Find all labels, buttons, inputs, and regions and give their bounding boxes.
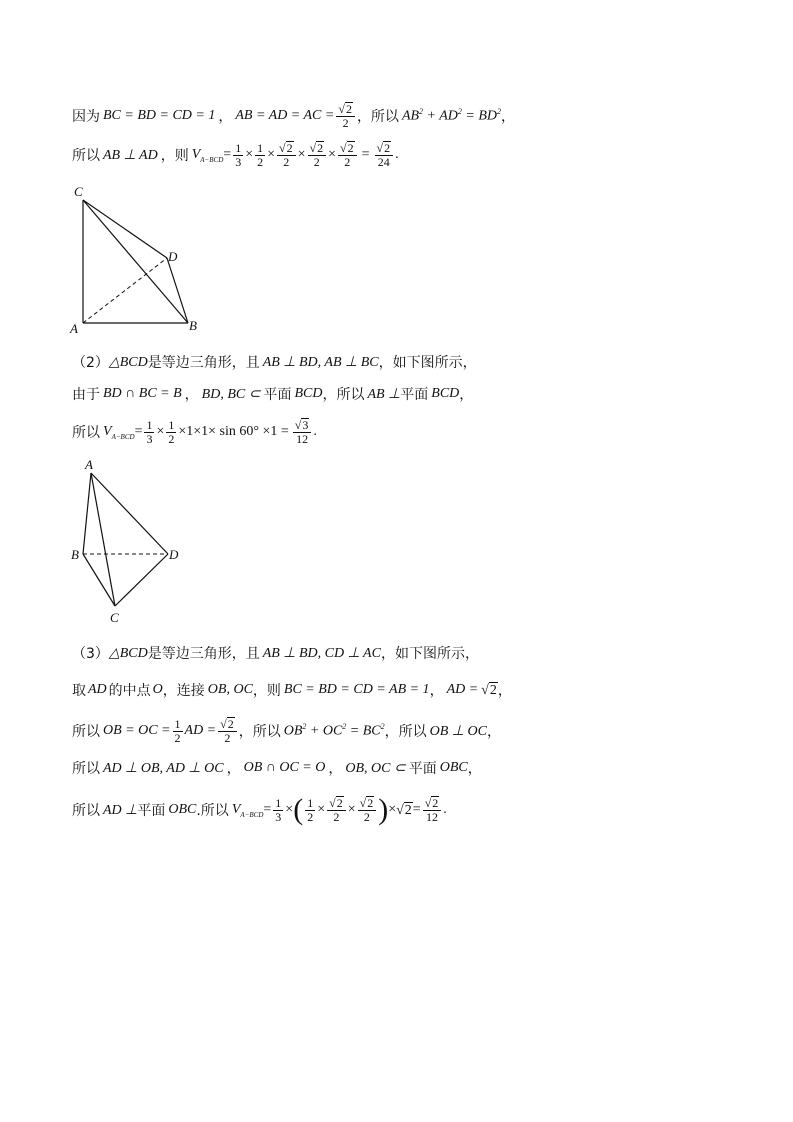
math-triangle-bcd: △BCD: [108, 354, 148, 370]
label-c: C: [110, 610, 119, 625]
math-plane-obc: OBC: [439, 760, 468, 775]
edge-cd: [115, 554, 168, 606]
times: ×: [347, 802, 356, 817]
times: ×: [245, 147, 254, 162]
label-a: A: [85, 457, 93, 472]
fraction-1-2: $\frac{1}{2}$: [257, 140, 264, 169]
text-equilateral: 是等边三角形，且: [147, 355, 260, 371]
math-plane-obc: OBC: [168, 802, 197, 817]
math-pythagoras: $OB^2 + OC^2 = BC^2$: [283, 722, 385, 739]
times: ×: [328, 147, 336, 162]
comma: ，: [218, 109, 233, 125]
times: ×: [317, 802, 326, 817]
text-so: ，所以: [356, 109, 399, 125]
fraction-sqrt2-over-2: √ 2 2: [308, 141, 327, 169]
math-equal-lengths: BC = BD = CD = AB = 1: [283, 682, 430, 697]
math-volume-symbol: $V_{A-BCD}$: [231, 801, 264, 819]
solution-line-3: [72, 352, 477, 372]
fraction-1-3: $\frac{1}{3}$: [275, 795, 282, 824]
fraction-sqrt2-over-2: √ 2 2: [277, 141, 296, 169]
comma: ，: [429, 683, 444, 699]
text-so: 所以: [72, 425, 100, 441]
comma: ，: [328, 761, 343, 777]
text-plane: 平面: [408, 761, 437, 777]
label-d: D: [169, 547, 179, 562]
text-so: 所以: [72, 724, 100, 740]
solution-line-7: [72, 680, 512, 700]
label-b: B: [189, 318, 197, 333]
solution-line-4: [72, 384, 473, 404]
equals: =: [263, 802, 272, 817]
equals: =: [134, 424, 143, 439]
edge-db: [167, 258, 188, 323]
text-since: 由于: [72, 387, 100, 403]
math-plane-bcd: BCD: [294, 386, 323, 401]
part-number: （3）: [72, 646, 109, 662]
period: .: [443, 802, 447, 817]
solution-line-1: [72, 102, 515, 130]
fraction-sqrt2-over-24: √ 2 24: [375, 141, 394, 169]
math-ad-perps: AD ⊥ OB, AD ⊥ OC: [103, 760, 224, 776]
math-volume-symbol: $V_{A-BCD}$: [191, 146, 224, 164]
comma: ，: [184, 387, 199, 403]
math-ab-perp-ad: AB ⊥ AD: [103, 147, 158, 163]
comma: ，: [486, 724, 501, 740]
math-triangle-bcd: △BCD: [108, 645, 148, 661]
fraction-sqrt2-over-2: √ 2 2: [218, 717, 237, 745]
math-equal-edges: AB = AD = AC =: [235, 108, 335, 123]
text-as-shown: ，如下图所示，: [378, 355, 477, 371]
text-plane: 平面: [400, 387, 429, 403]
math-perpendiculars: AB ⊥ BD, CD ⊥ AC: [262, 645, 381, 661]
solution-line-5: [72, 418, 317, 446]
fraction-sqrt2-over-2: √ 2 2: [327, 796, 346, 824]
math-ob-oc-equals: OB = OC =: [103, 723, 171, 738]
math-subset: BD, BC ⊂: [201, 386, 261, 402]
fraction-sqrt2-over-2: √ 2 2: [338, 141, 357, 169]
math-pythagoras: $AB^2 + AD^2 = BD^2$: [401, 107, 502, 124]
comma: ，: [467, 761, 482, 777]
equals: =: [412, 802, 421, 817]
sqrt-2: √ 2: [481, 682, 497, 698]
tetrahedron-figure-1: [68, 183, 208, 333]
math-product: ×1×1× sin 60° ×1 =: [178, 424, 289, 439]
math-ad-equals: AD =: [446, 682, 479, 697]
math-intersection: OB ∩ OC = O: [243, 760, 326, 775]
math-plane-bcd: BCD: [431, 386, 460, 401]
text-as-shown: ，如下图所示，: [380, 646, 479, 662]
math-intersection: BD ∩ BC = B: [103, 386, 182, 401]
right-paren: ): [378, 793, 389, 826]
times: ×: [297, 147, 306, 162]
equals: =: [361, 147, 370, 162]
math-equal-sides: BC = BD = CD = 1: [103, 108, 216, 123]
math-o: O: [152, 682, 163, 697]
text-connect: ，连接: [162, 683, 205, 699]
math-ob-perp-oc: OB ⊥ OC: [429, 723, 487, 739]
text-then: ，则: [160, 148, 189, 164]
text-because: 因为: [72, 109, 100, 125]
label-d: D: [168, 249, 178, 264]
equals: =: [223, 147, 232, 162]
edge-ad-hidden: [83, 258, 167, 323]
text-so: ，所以: [322, 387, 365, 403]
text-take: 取: [72, 683, 86, 699]
fraction-1-2: $\frac{1}{2}$: [174, 716, 181, 745]
fraction-sqrt2-over-2: √ 2 2: [336, 102, 355, 130]
fraction-1-2: $\frac{1}{2}$: [307, 795, 314, 824]
times: ×: [156, 424, 165, 439]
fraction-sqrt2-over-12: √ 2 12: [423, 796, 442, 824]
math-subset: OB, OC ⊂: [345, 760, 406, 776]
fraction-1-3: $\frac{1}{3}$: [146, 417, 153, 446]
solution-line-2: [72, 141, 399, 169]
text-so: 所以: [72, 803, 100, 819]
comma: ，: [501, 109, 516, 125]
text-so: ，所以: [238, 724, 281, 740]
left-paren: (: [293, 793, 304, 826]
period: .: [395, 147, 399, 162]
comma: ，: [497, 683, 512, 699]
times: ×: [285, 802, 294, 817]
math-perpendiculars: AB ⊥ BD, AB ⊥ BC: [262, 354, 379, 370]
edge-ad: [91, 473, 168, 554]
fraction-sqrt3-over-12: √ 3 12: [293, 418, 312, 446]
text-then: ，则: [252, 683, 281, 699]
math-ad-equals: AD =: [184, 723, 217, 738]
fraction-sqrt2-over-2: √ 2 2: [358, 796, 377, 824]
edge-ab: [83, 473, 91, 554]
solution-line-10: [72, 793, 447, 826]
text-so: ，所以: [384, 724, 427, 740]
solution-line-8: [72, 717, 501, 745]
tetrahedron-figure-2: [68, 456, 198, 626]
solution-line-6: [72, 643, 479, 663]
text-plane: 平面: [137, 803, 166, 819]
text-midpoint: 的中点: [108, 683, 151, 699]
part-number: （2）: [72, 355, 109, 371]
math-ad: AD: [88, 682, 107, 697]
fraction-1-3: $\frac{1}{3}$: [235, 140, 242, 169]
label-b: B: [71, 547, 79, 562]
label-c: C: [74, 184, 83, 199]
math-ab-perp: AB ⊥: [367, 386, 401, 402]
fraction-1-2: $\frac{1}{2}$: [168, 417, 175, 446]
text-equilateral: 是等边三角形，且: [147, 646, 260, 662]
math-ad-perp: AD ⊥: [103, 802, 138, 818]
math-volume-symbol: $V_{A-BCD}$: [103, 423, 135, 441]
text-so: 所以: [72, 761, 100, 777]
sqrt-2: √ 2: [396, 802, 412, 818]
comma: ，: [226, 761, 241, 777]
math-ob-oc: OB, OC: [207, 682, 253, 697]
text-so: 所以: [72, 148, 100, 164]
times: ×: [267, 147, 275, 162]
comma: ，: [459, 387, 474, 403]
period: .: [313, 424, 317, 439]
solution-line-9: [72, 758, 482, 778]
label-a: A: [70, 321, 78, 333]
times: ×: [388, 802, 397, 817]
text-plane: 平面: [263, 387, 292, 403]
text-so: .所以: [196, 803, 229, 819]
